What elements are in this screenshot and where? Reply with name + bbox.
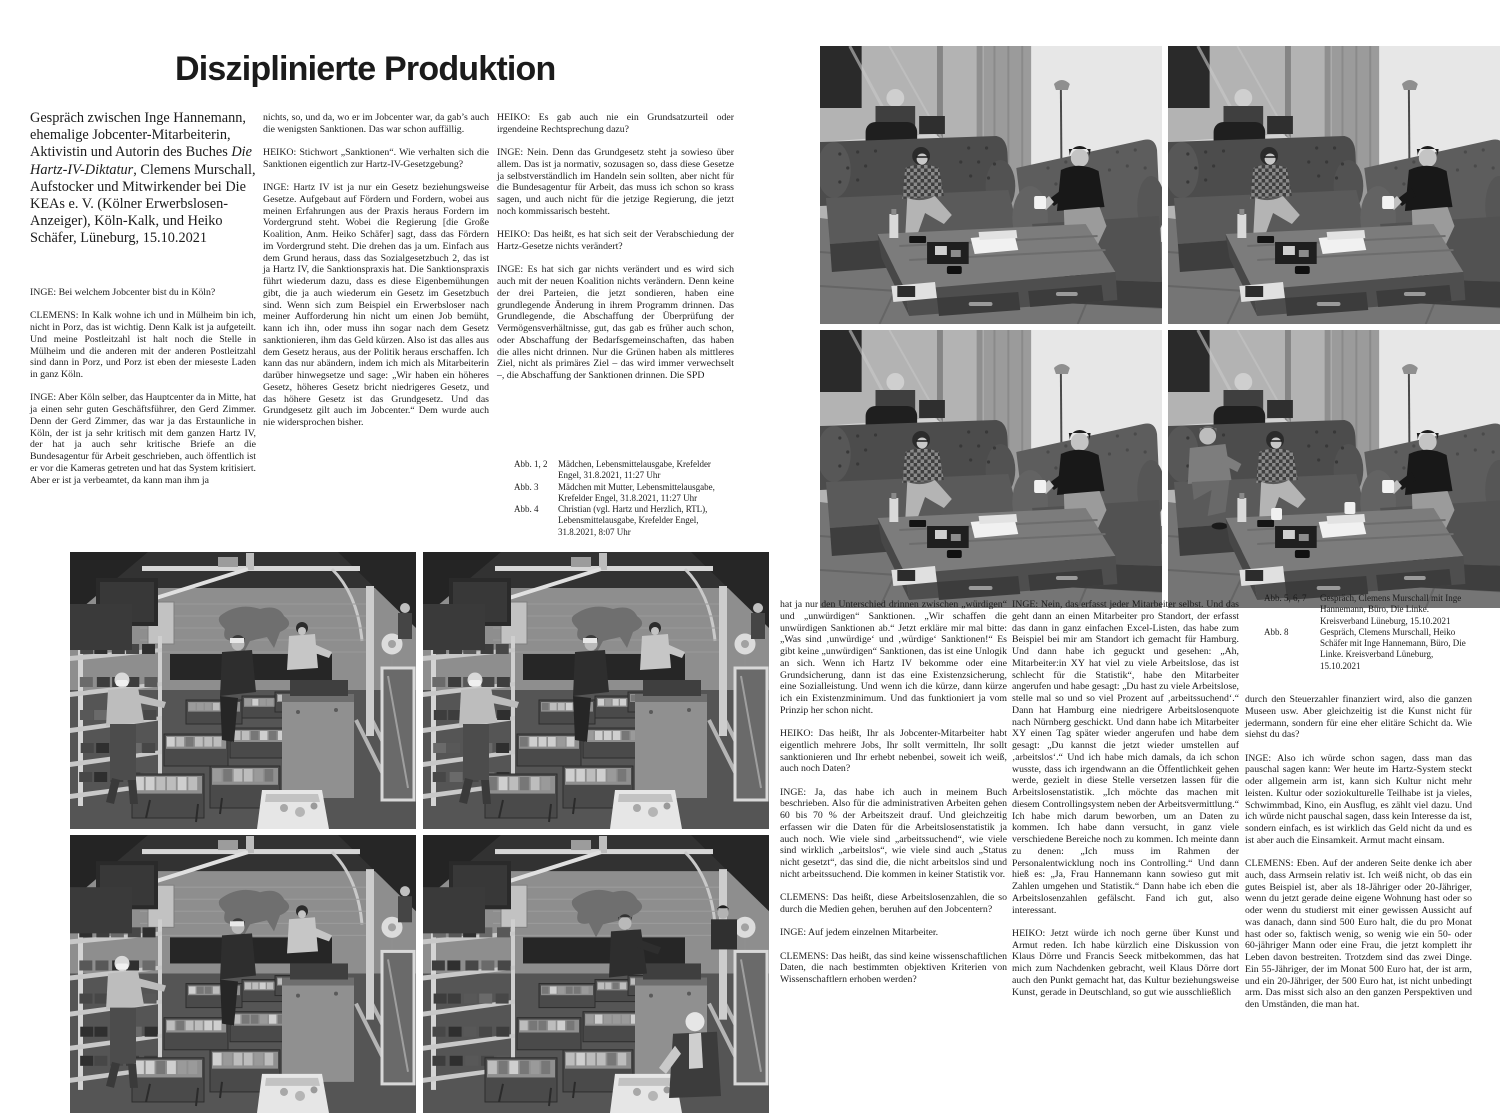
right-column-2 bbox=[1012, 599, 1239, 998]
caption-label: Abb. 5, 6, 7 bbox=[1264, 593, 1307, 603]
paragraph: HEIKO: Das heißt, es hat sich seit der Verabschiedung der Hartz-Gesetze nichts verändert? bbox=[497, 229, 734, 252]
right-column-3 bbox=[1245, 694, 1472, 1011]
display-case bbox=[735, 951, 767, 1083]
gray-cabinet bbox=[635, 680, 707, 798]
paragraph: CLEMENS: Eben. Auf der anderen Seite denke ich aber auch, dass Armsein relativ ist. Ich weiß nicht, ob das ein gutes Beispiel ist, aber als 18-Jähriger oder 20-Jähriger, wenn du jetzt gerade deine eigene Wohnung hast oder so oder wenn du studierst mit einer gewissen Aussicht auf was danach, dann sind 500 Euro halt, die du pro Monat hast oder so, faktisch wenig, so wenig wie ein 50- oder 60-jähriger Mann oder eine Frau, die jetzt komplett ihr Leben davon bestreiten. Trotzdem sind das zwei Dinge. Ein 55-Jähriger, der im Monat 500 Euro hat, der ist arm, und ein 20-Jähriger, der 500 Euro hat, ist nicht unbedingt arm. Das misst sich also an den ganzen Perspektiven und den Umständen, die man hat. bbox=[1245, 858, 1472, 1011]
paragraph: nichts, so, und da, wo er im Jobcenter war, da gab’s auch die wenigsten Sanktionen. Das war schon auffällig. bbox=[263, 112, 489, 135]
photo-abb-8 bbox=[1168, 330, 1500, 608]
caption-label: Abb. 3 bbox=[514, 481, 539, 492]
photo-abb-5 bbox=[820, 46, 1162, 324]
captions-right-page bbox=[1264, 593, 1476, 672]
page-title: Disziplinierte Produktion bbox=[175, 50, 556, 88]
caption-text: Christian (vgl. Hartz und Herzlich, RTL), Lebensmittelausgabe, Krefelder Engel, 31.8.2021, 8:07 Uhr bbox=[558, 504, 708, 537]
display-case bbox=[382, 951, 414, 1083]
display-case bbox=[382, 668, 414, 800]
paragraph: CLEMENS: Das heißt, das sind keine wissenschaftlichen Daten, die nach bestimmten objektiven Kriterien von Wissenschaftlern erhoben werden? bbox=[780, 950, 1007, 986]
paragraph: INGE: Nein. Denn das Grundgesetz steht ja sowieso über allem. Das ist ja normativ, sozusagen so, dass diese Gesetze ja selbstverständlich im Handeln sein sollten, aber nicht für die Bundesagentur für Arbeit, das muss ich schon so krass sagen, und auch nicht für die jetzige Regierung, die jetzt noch kommissarisch besteht. bbox=[497, 147, 734, 217]
paragraph: HEIKO: Jetzt würde ich noch gerne über Kunst und Armut reden. Ich habe kürzlich eine Diskussion von Klaus Dörre und Francis Seeck mitbekommen, das hat mich zum Nachdenken gebracht, weil Klaus Dörre dort auch den Punkt gemacht hat, das Kultur beziehungsweise Kunst, gerade in Deutschland, so gut wie ausschließlich bbox=[1012, 927, 1239, 998]
paragraph: INGE: Ja, das habe ich auch in meinem Buch beschrieben. Also für die administrativen Arbeiten gehen 60 bis 70 % der Arbeitszeit drauf. Und gleichzeitig erfassen wir die Daten für die Arbeitslosenstatistik ja auch noch. Wie viele sind „arbeitssuchend“, wie viele sind wirklich „arbeitslos“, wie viele sind auch „Status nicht gesetzt“, das sind die, die nicht arbeitslos sind und nicht arbeitssuchend. Die kommen in keiner Statistik vor. bbox=[780, 786, 1007, 880]
gray-cabinet bbox=[282, 963, 354, 1081]
display-case bbox=[735, 668, 767, 800]
captions-left-page bbox=[514, 459, 735, 538]
photo-abb-1 bbox=[70, 552, 416, 829]
caption-text: Gespräch, Clemens Murschall mit Inge Hannemann, Büro, Die Linke. Kreisverband Lüneburg, 15.10.2021 bbox=[1320, 593, 1462, 626]
paragraph: INGE: Bei welchem Jobcenter bist du in Köln? bbox=[30, 287, 216, 298]
paragraph: hat ja nur den Unterschied drinnen zwischen „würdigen“ und „unwürdigen“ Sanktionen. „Wir schaffen die unwürdigen Sanktionen ab.“ Jetzt erkläre mir mal bitte: „Was sind ‚unwürdige‘ und ‚würdige‘ Sanktionen!“ Es gibt keine „unwürdigen“ Sanktionen, das ist eine Unlogik an sich. Wenn ich Hartz IV bekomme oder eine Grundsicherung, dann ist das eine Existenzsicherung, eine Sozialleistung. Und wenn ich die kürze, dann kürze ich ein Existenzminimum. Und das funktioniert ja vom Prinzip her schon nicht. bbox=[780, 599, 1007, 716]
intro-text: , Clemens Murschall, Aufstocker und Mitwirkender bei Die KEAs e. V. (Kölner Erwerbslosen-Anzeiger), Köln-Kalk, und Heiko Schäfer, Lüneburg, 15.10.2021 bbox=[30, 161, 256, 247]
photo-abb-6 bbox=[1168, 46, 1500, 324]
paragraph: INGE: Auf jedem einzelnen Mitarbeiter. bbox=[780, 927, 939, 939]
paragraph: INGE: Aber Köln selber, das Hauptcenter da in Mitte, hat ja einen sehr guten Geschäftsführer, den Gerd Zimmer. Denn der Gerd Zimmer, das war ja das Erstaunliche in Köln, der ist ja sehr kritisch mit dem ganzen Hartz IV, der hat ja auch sehr kritische Briefe an die Bundesagentur für Arbeit geschrieben, auch öffentlich ist er vor die Kameras getreten und hat das System kritisiert. Aber er ist ja verbeamtet, da kann man ihm ja bbox=[30, 392, 256, 486]
paragraph: CLEMENS: In Kalk wohne ich und in Mülheim bin ich, nicht in Porz, das ist wichtig. Denn Kalk ist ja aufgeteilt. Und meine Postleitzahl ist halt noch die Stelle in Mülheim und die anderen mit der anderen Postleitzahl sind dann in Porz, und Porz ist eben der mieseste Laden in ganz Köln. bbox=[30, 310, 256, 381]
person-far-right bbox=[398, 603, 412, 639]
caption-text: Mädchen, Lebensmittelausgabe, Krefelder Engel, 31.8.2021, 11:27 Uhr bbox=[558, 459, 711, 481]
caption-row bbox=[1264, 627, 1476, 672]
caption-row bbox=[514, 482, 735, 505]
paragraph: durch den Steuerzahler finanziert wird, also die ganzen Museen usw. Aber gleichzeitig ist die Kunst nicht für jedermann, sondern für eine eher elitäre Schicht da. Wie siehst du das? bbox=[1245, 694, 1472, 741]
intro-text: Gespräch zwischen Inge Hannemann, ehemalige Jobcenter-Mitarbeiterin, Aktivistin und Autorin des Buches bbox=[30, 110, 246, 161]
caption-row bbox=[1264, 593, 1476, 627]
paragraph: CLEMENS: Das heißt, diese Arbeitslosenzahlen, die so durch die Medien gehen, beruhen auf den Jobcentern? bbox=[780, 892, 1007, 916]
caption-row bbox=[514, 504, 735, 538]
gray-cabinet bbox=[282, 680, 354, 798]
photo-abb-3 bbox=[70, 835, 416, 1113]
caption-label: Abb. 1, 2 bbox=[514, 459, 548, 469]
paragraph: INGE: Hartz IV ist ja nur ein Gesetz beziehungsweise Gesetze. Aufgebaut auf Fördern und Fordern, wobei aus meinen Erfahrungen aus der Praxis heraus Fordern im Vordergrund steht. Wobei die Regierung [die Große Koalition, Anm. Heiko Schäfer] sagt, dass das Fördern im Vordergrund steht. Die drehen das ja um. Einfach aus dem Grund heraus, dass das Sozialgesetzbuch 2, das ist ja Hartz IV, die Sanktionspraxis hat. Die Sanktionspraxis führt wiederum dazu, dass es diese Eigenbemühungen gibt, die ja auch wiederum ein Gesetz im Gesetzbuch sind. Wenn sich zum Beispiel ein Erwerbsloser nach meiner Aufforderung hin nicht um einen Job bemüht, kann ich ihn, oder muss ihn sogar nach dem Gesetz sanktionieren, ihm das Geld kürzen. Also ist das alles aus dem Gesetz heraus, aus der Politik heraus erschaffen. Ich kann das nur abändern, indem ich mich als Mitarbeiterin darüber hinwegsetze und sage: „Wir haben ein höheres Gesetz, höheres Gesetz bricht niedrigeres Gesetz, und das höhere Gesetz ist das Grundgesetz. Und das Grundgesetz gilt auch im Jobcenter.“ Dem wurde auch nie widersprochen bisher. bbox=[263, 182, 489, 429]
right-column-1 bbox=[780, 599, 1007, 986]
left-column-2 bbox=[263, 112, 489, 429]
white-sack bbox=[257, 790, 329, 829]
paragraph: HEIKO: Es gab auch nie ein Grundsatzurteil oder irgendeine Rechtsprechung dazu? bbox=[497, 112, 734, 135]
paragraph: INGE: Es hat sich gar nichts verändert und es wird sich auch mit der neuen Koalition nichts verändern. Denn keine der drei Parteien, die jetzt sondieren, haben eine grundlegende Änderung in ihrem Programm drinnen. Das Grundlegende, die Abschaffung der Überprüfung der Vermögensverhältnisse, gut, das gab es früher auch schon, oder Abschaffung der Bedarfsgemeinschaften, das haben die alles nicht drinnen. Nur die Grünen haben als mittleres Ziel, nicht als primäres Ziel – das wird immer verwechselt –, die Abschaffung der Sanktionen drinnen. Die SPD bbox=[497, 264, 734, 382]
white-sack bbox=[610, 790, 682, 829]
caption-label: Abb. 4 bbox=[514, 504, 539, 515]
paragraph: INGE: Nein, das erfasst jeder Mitarbeiter selbst. Und das geht dann an einen Mitarbeiter pro Standort, der erfasst das dann in ganz einfachen Excel-Listen, das habe zum Beispiel bei mir am Standort ich gemacht für Hamburg. Und dann habe ich geguckt und gesehen: „Ah, Mitarbeiter:in XY hat viel zu viele Arbeitslose, das ist schlecht für die Statistik“, habe den Mitarbeiter angerufen und habe gesagt: „Du hast zu viele Arbeitslose, stelle mal so und so viel Prozent auf ‚arbeitssuchend‘.“ Dann hat Hamburg eine niedrigere Arbeitslosenquote nach Nürnberg geschickt. Und dann habe ich Mitarbeiter XY einen Tag später wieder angerufen und habe dem gesagt: „Du kannst die jetzt wieder umstellen auf ‚arbeitslos‘.“ Und ich habe mich damals, da ich schon wusste, dass ich irgendwann an die Öffentlichkeit gehen werde, gezielt in diese Stelle versetzen lassen für die Arbeitslosenstatistik. „Ich möchte das machen mit diesem Controllingsystem neben der Arbeitsvermittlung.“ Ich habe mich darum beworben, um an Daten zu kommen. Ich habe dann versucht, in ganz viele verschiedene Bereiche noch zu kommen. Ich meinte dann zu denen: „Ich muss im Rahmen der Personalentwicklung noch ins Controlling.“ Und dann hieß es: „Ja, Frau Hannemann kann sowieso gut mit Zahlen umgehen und Statistik.“ Dann habe ich eben die Arbeitslosenzahlen gefälscht. Fand ich gut, also interessant. bbox=[1012, 599, 1239, 916]
person-far-right bbox=[751, 603, 765, 639]
person-far-right bbox=[398, 886, 412, 922]
left-column-1 bbox=[30, 287, 256, 486]
book-title-italic: Die Hartz-IV-Diktatur bbox=[30, 144, 252, 178]
white-sack bbox=[257, 1074, 329, 1113]
photo-abb-4 bbox=[423, 835, 769, 1113]
caption-text: Mädchen mit Mutter, Lebensmittelausgabe, Krefelder Engel, 31.8.2021, 11:27 Uhr bbox=[558, 481, 715, 503]
caption-text: Gespräch, Clemens Murschall, Heiko Schäfer mit Inge Hannemann, Büro, Die Linke. Kreisverband Lüneburg, 15.10.2021 bbox=[1320, 626, 1466, 671]
photo-abb-7 bbox=[820, 330, 1162, 608]
caption-row bbox=[514, 459, 735, 482]
paragraph: HEIKO: Das heißt, Ihr als Jobcenter-Mitarbeiter habt eigentlich mehrere Jobs, Ihr sollt vermitteln, Ihr sollt sanktionieren und Ihr erhebt nebenbei, soweit ich weiß, auch noch Daten? bbox=[780, 728, 1007, 775]
paragraph: HEIKO: Stichwort „Sanktionen“. Wie verhalten sich die Sanktionen eigentlich zur Hartz-IV-Gesetzgebung? bbox=[263, 147, 489, 170]
paragraph: INGE: Also ich würde schon sagen, dass man das pauschal sagen kann: Wer heute im Hartz-System steckt oder allgemein arm ist, kann sich Kultur nicht mehr leisten. Kultur oder soziokulturelle Teilhabe ist ja vieles, Schwimmbad, Kino, ein Ausflug, es zählt viel dazu. Und ich würde nicht pauschal sagen, dass kein Interesse da ist, sondern einfach, es ist wirklich das Geld nicht da und es ist aber auch die Einsamkeit. Armut macht einsam. bbox=[1245, 752, 1472, 846]
caption-label: Abb. 8 bbox=[1264, 626, 1289, 637]
intro-paragraph bbox=[30, 110, 256, 248]
photo-abb-2 bbox=[423, 552, 769, 829]
left-column-3 bbox=[497, 112, 734, 382]
